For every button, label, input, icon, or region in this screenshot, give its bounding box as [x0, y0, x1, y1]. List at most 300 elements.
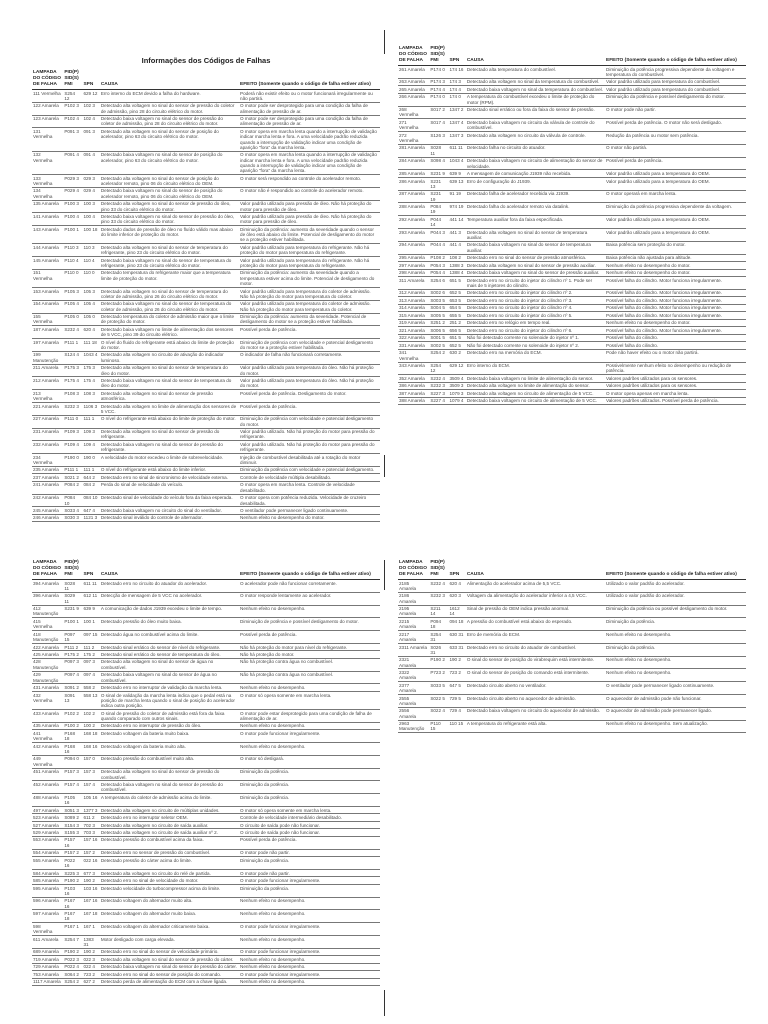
cell-cause: Detectado alta voltagem no sinal do sensor de temperatura auxiliar. [466, 229, 605, 242]
cell-spn: 110 15 [448, 720, 465, 733]
cell-cause: Detectado sinal de velocidade do veículo fora da faixa esperada. [100, 494, 239, 507]
table-row [32, 428, 380, 441]
column-header-lamp: LAMPADA DO CÓDIGO DE FALHA [32, 70, 63, 90]
table-row [32, 618, 380, 631]
cell-cause: Detectado erro no relógio em tempo real. [466, 319, 605, 326]
cell-cause: A mensagem de comunicação J1939 não recebida. [466, 170, 605, 177]
column-header-spn: SPN [82, 560, 99, 580]
cell-effect: Possível perda de potência. O motor não será desligado. [605, 119, 746, 132]
cell-pid: S231 13 [429, 177, 448, 190]
cell-effect: O motor opera com potência reduzida. Velocidade de cruzeiro desabilitada. [239, 494, 380, 507]
cell-lamp: 263 Amarela [398, 78, 429, 85]
cell-lamp: 286 Amarela [398, 177, 429, 190]
page-top-right [398, 46, 746, 486]
cell-spn: 629 12 [448, 362, 465, 375]
cell-spn: 611 11 [82, 580, 99, 593]
cell-spn: 647 5 [448, 682, 465, 695]
table-row [32, 115, 380, 128]
column-header-effect: EFEITO (Somente quando o código de falha estiver ativo) [239, 70, 380, 90]
cell-spn: 1377 3 [82, 806, 99, 813]
page-bottom-right [398, 560, 746, 760]
cell-spn: 1388 3 [448, 262, 465, 269]
cell-pid: P167 1 [63, 923, 82, 936]
cell-pid: P110 3 [63, 244, 82, 257]
cell-pid: P022 4 [63, 963, 82, 970]
cell-cause: Detectado pressão do combustível muito alta. [100, 755, 239, 768]
cell-effect: O motor não partirá. [605, 144, 746, 157]
cell-spn: 157 2 [82, 849, 99, 856]
cell-pid: P108 2 [429, 254, 448, 261]
table-row [32, 755, 380, 768]
cell-lamp: 144 Amarela [32, 244, 63, 257]
column-header-cause: CAUSA [100, 560, 239, 580]
cell-pid: P100 1 [63, 618, 82, 631]
cell-cause: Detectado pressão do combustível acima da faixa. [100, 836, 239, 849]
cell-effect: Possível falha do cilindro. Motor funciona irregularmente. [605, 277, 746, 290]
cell-spn: 100 1 [82, 618, 99, 631]
cell-cause: Detectado erro no circuito do injetor do cilindro nº 1. Pode ser mais de 5 injetores do cilindro. [466, 277, 605, 290]
cell-pid: P084 2 [63, 481, 82, 494]
cell-spn: 629 12 [82, 90, 99, 103]
cell-pid: P111 2 [63, 643, 82, 650]
table-row [32, 978, 380, 985]
cell-lamp: 422 Amarela [32, 643, 63, 650]
table-row [32, 390, 380, 403]
cell-effect: Valor padrão utilizado para temperatura do refrigerante. Não há proteção do motor para temperatura do refrigerante. [239, 244, 380, 257]
cell-cause: Detectado alta voltagem no sinal do sensor de pressão do óleo, pino 33 do circuito elétrico do motor. [100, 200, 239, 213]
cell-effect: Baixa potência sem proteção do motor. [605, 241, 746, 254]
cell-pid: S154 3 [63, 821, 82, 828]
cell-spn: 652 5 [448, 289, 465, 296]
table-row [32, 402, 380, 415]
cell-cause: Detectado erro no circuito do injetor do cilindro nº 6. [466, 327, 605, 334]
cell-effect: O motor será respondido ao controle do acelerador remoto. [239, 175, 380, 188]
cell-lamp: 441 Vermelha [32, 730, 63, 743]
cell-spn: 251 2 [448, 319, 465, 326]
cell-lamp: 442 Amarela [32, 743, 63, 756]
table-row [398, 669, 746, 682]
cell-pid: P157 3 [63, 768, 82, 781]
cell-effect: Nenhum efeito no desempenho. [239, 897, 380, 910]
cell-spn: 630 31 [448, 631, 465, 644]
cell-effect: Nenhum efeito no desempenho. [239, 963, 380, 970]
fault-code-table [32, 560, 380, 986]
table-row [32, 415, 380, 428]
cell-spn: 441 14 [448, 216, 465, 229]
cell-cause: Não foi detectado corrente no solenoide do injetor nº 1. [466, 334, 605, 341]
cell-lamp: 143 Amarela [32, 226, 63, 244]
cell-lamp: 311 Amarela [398, 277, 429, 290]
cell-cause: Detectado baixa voltagem no sinal do sensor de pressão do combustível. [100, 781, 239, 794]
table-row [32, 948, 380, 955]
cell-effect: Valor padrão utilizado para a temperatura do OEM. [605, 170, 746, 177]
cell-cause: Detectado baixa voltagem no limite de alimentação dos sensores de 5 VCC, pino 39 do circuito elétrico. [100, 326, 239, 339]
cell-cause: Detectado sinal errático do sensor de temperatura do óleo. [100, 651, 239, 658]
cell-lamp: 386 Amarela [398, 382, 429, 389]
table-row [398, 241, 746, 254]
cell-effect: Valores padrões utilizados. Possível perda de potência. [605, 397, 746, 404]
table-row [398, 390, 746, 397]
page-divider-line [384, 990, 385, 1016]
table-row [32, 466, 380, 473]
cell-spn: 168 18 [82, 730, 99, 743]
cell-effect: O motor só opera somente em marcha lenta. [239, 806, 380, 813]
cell-lamp: 131 Vermelha [32, 128, 63, 151]
cell-pid: S155 3 [63, 829, 82, 836]
cell-pid: S089 2 [63, 814, 82, 821]
cell-cause: A temperatura do refrigerante está alta. [466, 720, 605, 733]
cell-effect: Nenhum efeito no desempenho. [239, 936, 380, 949]
table-row [398, 618, 746, 631]
cell-spn: 612 11 [82, 592, 99, 605]
cell-effect: Valor padrão utilizado para pressão de óleo. Não há proteção do motor para pressão de óleo. [239, 213, 380, 226]
cell-spn: 656 5 [448, 327, 465, 334]
cell-pid: P110 15 [429, 720, 448, 733]
cell-effect: Não há proteção do motor para nível do refrigerante. [239, 643, 380, 650]
cell-cause: Detectado sinal errático do sensor de nível do refrigerante. [100, 643, 239, 650]
cell-effect: Valor padrão utilizado para temperatura do refrigerante. Não há proteção do motor para temperatura do refrigerante. [239, 257, 380, 270]
cell-lamp: 145 Amarela [32, 257, 63, 270]
cell-spn: 647 4 [82, 507, 99, 514]
table-row [398, 580, 746, 593]
cell-spn: 1079 4 [448, 397, 465, 404]
cell-lamp: 237 Amarela [32, 474, 63, 481]
cell-effect: Diminuição de potência e possível desligamento do motor. [239, 618, 380, 631]
table-row [32, 710, 380, 723]
cell-lamp: 265 Amarela [398, 86, 429, 93]
cell-spn: 441 3 [448, 229, 465, 242]
cell-pid: P100 2 [63, 722, 82, 729]
table-row [32, 658, 380, 671]
cell-spn: 1043 4 [82, 351, 99, 364]
table-row [398, 707, 746, 720]
cell-pid: S029 11 [63, 592, 82, 605]
cell-spn: 168 16 [82, 743, 99, 756]
cell-cause: Detectado voltagem da bateria muito alta. [100, 743, 239, 756]
cell-pid: S004 5 [429, 304, 448, 311]
cell-cause: Detectado baixa voltagem no sinal do sensor de temperatura auxiliar. [466, 241, 605, 254]
cell-spn: 652 5 [448, 342, 465, 349]
cell-spn: 022 16 [82, 857, 99, 870]
cell-effect: Não há proteção contra água no combustível. [239, 671, 380, 684]
cell-spn: 1347 2 [448, 106, 465, 119]
table-header-row [398, 46, 746, 66]
page-top-left [32, 46, 380, 521]
cell-lamp: 429 Manutenção [32, 671, 63, 684]
cell-pid: S064 2 [63, 971, 82, 978]
cell-effect: Utilizado o valor padrão do acelerador. [605, 580, 746, 593]
cell-cause: O sinal de pressão do coletor de admissão está fora da faixa quando comparado com outros sinais. [100, 710, 239, 723]
cell-spn: 167 18 [82, 910, 99, 923]
table-row [398, 656, 746, 669]
cell-cause: Detectado alta voltagem no circuito da válvula de controle. [466, 132, 605, 145]
fault-code-table [32, 70, 380, 522]
cell-lamp: 529 Amarela [32, 829, 63, 836]
cell-spn: 723 2 [448, 669, 465, 682]
cell-effect: Valor padrão utilizado para temperatura do coletor de admissão. Não há proteção do motor para temperatura do coletor. [239, 287, 380, 300]
cell-pid: S051 3 [63, 806, 82, 813]
cell-lamp: 134 Vermelha [32, 187, 63, 200]
table-row [32, 781, 380, 794]
cell-lamp: 584 Amarela [32, 869, 63, 876]
cell-spn: 1079 3 [448, 390, 465, 397]
cell-pid: P157 4 [63, 781, 82, 794]
cell-lamp: 2377 Amarela [398, 682, 429, 695]
page-divider-line [384, 560, 385, 590]
cell-pid: P097 15 [63, 631, 82, 644]
cell-pid: S225 3 [63, 869, 82, 876]
cell-spn: 611 2 [82, 814, 99, 821]
table-row [32, 151, 380, 174]
table-row [32, 339, 380, 352]
cell-lamp: 2185 Amarela [398, 580, 429, 593]
cell-cause: Detectado baixa voltagem no sinal do sensor de água no combustível. [100, 671, 239, 684]
cell-pid: P157 16 [63, 836, 82, 849]
table-row [32, 474, 380, 481]
table-row [32, 313, 380, 326]
cell-lamp: 141 Amarela [32, 213, 63, 226]
cell-lamp: 268 Vermelha [398, 106, 429, 119]
cell-spn: 723 2 [82, 971, 99, 978]
cell-lamp: 431 Amarela [32, 684, 63, 691]
table-row [398, 170, 746, 177]
table-row [398, 592, 746, 605]
cell-pid: P054 3 [429, 262, 448, 269]
table-row [398, 304, 746, 311]
cell-lamp: 272 Vermelha [398, 132, 429, 145]
cell-effect: Possível perda de potência. [239, 836, 380, 849]
cell-effect: Diminuição da potência. [239, 857, 380, 870]
table-row [398, 106, 746, 119]
cell-lamp: 449 Vermelha [32, 755, 63, 768]
cell-cause: Detectado voltagem do alternador criticamente baixa. [100, 923, 239, 936]
cell-cause: Detectado erro no sinal de velocidade do motor. [100, 877, 239, 884]
cell-lamp: 585 Amarela [32, 877, 63, 884]
cell-effect: Diminuição da potência. [239, 884, 380, 897]
cell-cause: Detectado baixa voltagem no circuito do sinal do ventilador. [100, 507, 239, 514]
cell-pid: P091 3 [63, 128, 82, 151]
cell-cause: Detectado alta voltagem no sinal do sensor de pressão do cárter. [100, 956, 239, 963]
cell-cause: Alimentação do acelerador acima de 5,5 VCC. [466, 580, 605, 593]
cell-pid: P044 4 [429, 241, 448, 254]
cell-pid: P109 3 [63, 428, 82, 441]
table-row [32, 287, 380, 300]
cell-spn: 091 4 [82, 151, 99, 174]
cell-cause: A velocidade do motor excedeu o limite de sobrevelocidade. [100, 454, 239, 467]
column-header-pid: PID(P) SID(S) FMI [429, 560, 448, 580]
cell-effect: Diminuição da potência com velocidade e potencial desligamento. [239, 466, 380, 473]
cell-pid: S254 6 [429, 277, 448, 290]
table-row [32, 326, 380, 339]
cell-spn: 022 4 [82, 963, 99, 970]
table-row [32, 226, 380, 244]
table-row [398, 177, 746, 190]
column-header-cause: CAUSA [100, 70, 239, 90]
cell-lamp: 2311 Amarela [398, 643, 429, 656]
cell-lamp: 597 Amarela [32, 910, 63, 923]
table-row [32, 507, 380, 514]
table-row [32, 963, 380, 970]
cell-lamp: 211 Amarela [32, 364, 63, 377]
cell-spn: 639 9 [82, 605, 99, 618]
cell-pid: P109 4 [63, 441, 82, 454]
cell-spn: 3509 3 [448, 382, 465, 389]
cell-pid: S231 9 [429, 170, 448, 177]
column-header-cause: CAUSA [466, 46, 605, 66]
cell-lamp: 284 Amarela [398, 157, 429, 170]
cell-lamp: 435 Amarela [32, 722, 63, 729]
table-row [398, 682, 746, 695]
cell-effect: O motor pode estar desprotegido para uma condição de falha de alimentação de ar. [239, 710, 380, 723]
cell-pid: P097 4 [63, 671, 82, 684]
cell-cause: Detectado pressão do cárter acima do limite. [100, 857, 239, 870]
cell-pid: S254 7 [63, 936, 82, 949]
cell-effect: Nenhum efeito no desempenho. [239, 956, 380, 963]
cell-lamp: 135 Amarela [32, 200, 63, 213]
cell-cause: Detectado baixa voltagem no sinal do sensor de temperatura do refrigerante, pino 23 do circuito elétrico do motor. [100, 257, 239, 270]
table-row [398, 78, 746, 85]
cell-effect: Valor padrão utilizado para a temperatura do OEM. [605, 229, 746, 242]
cell-effect: Redução da potência ou motor sem potência. [605, 132, 746, 145]
table-row [32, 910, 380, 923]
cell-effect: Possivelmente nenhum efeito no desempenho ou redução de potência. [605, 362, 746, 375]
cell-effect: Nenhum efeito no desempenho. Sem atualização. [605, 720, 746, 733]
cell-lamp: 151 Vermelha [32, 269, 63, 287]
cell-pid: P022 16 [63, 857, 82, 870]
cell-spn: 627 2 [82, 978, 99, 985]
table-row [398, 720, 746, 733]
cell-spn: 630 2 [448, 349, 465, 362]
cell-lamp: 287 Amarela [398, 190, 429, 203]
cell-pid: S002 5 [429, 342, 448, 349]
cell-cause: Detectado falha no circuito do atuador. [466, 144, 605, 157]
cell-lamp: 261 Amarela [398, 66, 429, 79]
cell-spn: 558 2 [82, 684, 99, 691]
cell-pid: P174 4 [429, 86, 448, 93]
cell-effect: Possível falha do cilindro. Motor funciona irregularmente. [605, 327, 746, 334]
cell-cause: Detectado velocidade do turbocompressor acima do limite. [100, 884, 239, 897]
cell-pid: S254 2 [63, 978, 82, 985]
cell-effect: Utilizado o valor padrão do acelerador. [605, 592, 746, 605]
cell-spn: 100 18 [82, 226, 99, 244]
cell-pid: P102 3 [63, 102, 82, 115]
cell-effect: Valor padrão utilizado. Não há proteção do motor para pressão do refrigerante. [239, 428, 380, 441]
cell-effect: Possível falha do cilindro. Motor funciona irregularmente. [605, 297, 746, 304]
column-header-lamp: LAMPADA DO CÓDIGO DE FALHA [398, 560, 429, 580]
cell-spn: 110 3 [82, 244, 99, 257]
cell-lamp: 452 Amarela [32, 781, 63, 794]
cell-effect: Nenhum efeito no desempenho. [605, 656, 746, 669]
cell-cause: Detectado alta voltagem no circuito de ativação do indicador luminoso. [100, 351, 239, 364]
cell-pid: S232 3 [63, 402, 82, 415]
cell-pid: P097 3 [63, 658, 82, 671]
cell-effect: Possível perda de potência. Desligamento do motor. [239, 390, 380, 403]
cell-pid: S091 2 [63, 684, 82, 691]
cell-cause: Motor desligado com carga elevada. [100, 936, 239, 949]
cell-effect: Nenhum efeito no desempenho. [239, 684, 380, 691]
cell-lamp: 123 Amarela [32, 115, 63, 128]
cell-lamp: 154 Amarela [32, 300, 63, 313]
table-row [32, 213, 380, 226]
table-row [398, 119, 746, 132]
cell-spn: 108 2 [448, 254, 465, 261]
column-header-spn: SPN [448, 560, 465, 580]
cell-spn: 111 18 [82, 339, 99, 352]
cell-spn: 175 3 [82, 364, 99, 377]
cell-pid: P029 3 [63, 175, 82, 188]
cell-pid: P190 2 [63, 877, 82, 884]
cell-lamp: 433 Amarela [32, 710, 63, 723]
cell-cause: Temperatura auxiliar fora da faixa especificada. [466, 216, 605, 229]
cell-effect: Possível perda de potência. [239, 326, 380, 339]
cell-spn: 105 0 [82, 313, 99, 326]
cell-spn: 105 4 [82, 300, 99, 313]
cell-lamp: 598 Vermelha [32, 923, 63, 936]
cell-spn: 157 0 [82, 755, 99, 768]
cell-pid: P054 4 [429, 269, 448, 276]
cell-lamp: 432 Vermelha [32, 691, 63, 709]
cell-cause: Detecção de mensagem de 5 VCC no acelerador. [100, 592, 239, 605]
cell-spn: 729 4 [448, 707, 465, 720]
table-row [398, 144, 746, 157]
cell-pid: P094 18 [429, 618, 448, 631]
cell-spn: 91 19 [448, 190, 465, 203]
table-row [32, 671, 380, 684]
cell-pid: S022 4 [429, 707, 448, 720]
cell-cause: A temperatura do coletor de admissão acima do limite. [100, 794, 239, 807]
cell-cause: Detectado alta voltagem no circuito do relé de partida. [100, 869, 239, 876]
cell-spn: 174 3 [448, 78, 465, 85]
table-header-row [32, 70, 380, 90]
cell-spn: 094 18 [448, 618, 465, 631]
cell-lamp: 246 Amarela [32, 514, 63, 521]
cell-cause: Detectado baixa voltagem no circuito de alimentação de 5 VCC. [466, 397, 605, 404]
cell-lamp: 2555 Amarela [398, 695, 429, 708]
cell-effect: O motor operará em marcha lenta. [605, 190, 746, 203]
cell-cause: Detectado temperatura do coletor de admissão maior que o limite de proteção do motor. [100, 313, 239, 326]
cell-cause: Detectado dados de pressão de óleo no fluído válido mas abaixo do limite inferior de proteção do motor. [100, 226, 239, 244]
table-row [32, 923, 380, 936]
cell-effect: Diminuição de potência com velocidade e potencial desligamento do motor se a proteção estiver habilitada. [239, 339, 380, 352]
cell-lamp: 2215 Amarela [398, 618, 429, 631]
table-row [32, 200, 380, 213]
cell-spn: 1121 3 [82, 514, 99, 521]
column-header-spn: SPN [448, 46, 465, 66]
cell-lamp: 396 Amarela [32, 592, 63, 605]
cell-pid: S033 4 [63, 507, 82, 514]
cell-cause: Detectado perda de alimentação do ECM com a chave ligada. [100, 978, 239, 985]
cell-spn: 100 3 [82, 200, 99, 213]
cell-lamp: 523 Amarela [32, 814, 63, 821]
cell-lamp: 394 Amarela [32, 580, 63, 593]
cell-spn: 157 4 [82, 781, 99, 794]
cell-pid: S124 4 [63, 351, 82, 364]
cell-effect: Diminuição de potência com velocidade e potencial desligamento do motor. [239, 415, 380, 428]
cell-lamp: 387 Amarela [398, 390, 429, 397]
cell-effect: Nenhum efeito no desempenho do motor. [605, 319, 746, 326]
cell-cause: Detectado baixa voltagem no sinal do sensor de temperatura do óleo do motor. [100, 377, 239, 390]
cell-spn: 677 3 [82, 869, 99, 876]
cell-effect: O aquecedor de admissão pode não funcionar. [605, 695, 746, 708]
cell-pid: S232 4 [429, 375, 448, 382]
cell-spn: 620 4 [448, 580, 465, 593]
table-row [398, 362, 746, 375]
cell-spn: 702 3 [82, 821, 99, 828]
cell-spn: 029 3 [82, 175, 99, 188]
cell-pid: S231 9 [63, 605, 82, 618]
table-row [32, 849, 380, 856]
cell-spn: 633 31 [448, 643, 465, 656]
